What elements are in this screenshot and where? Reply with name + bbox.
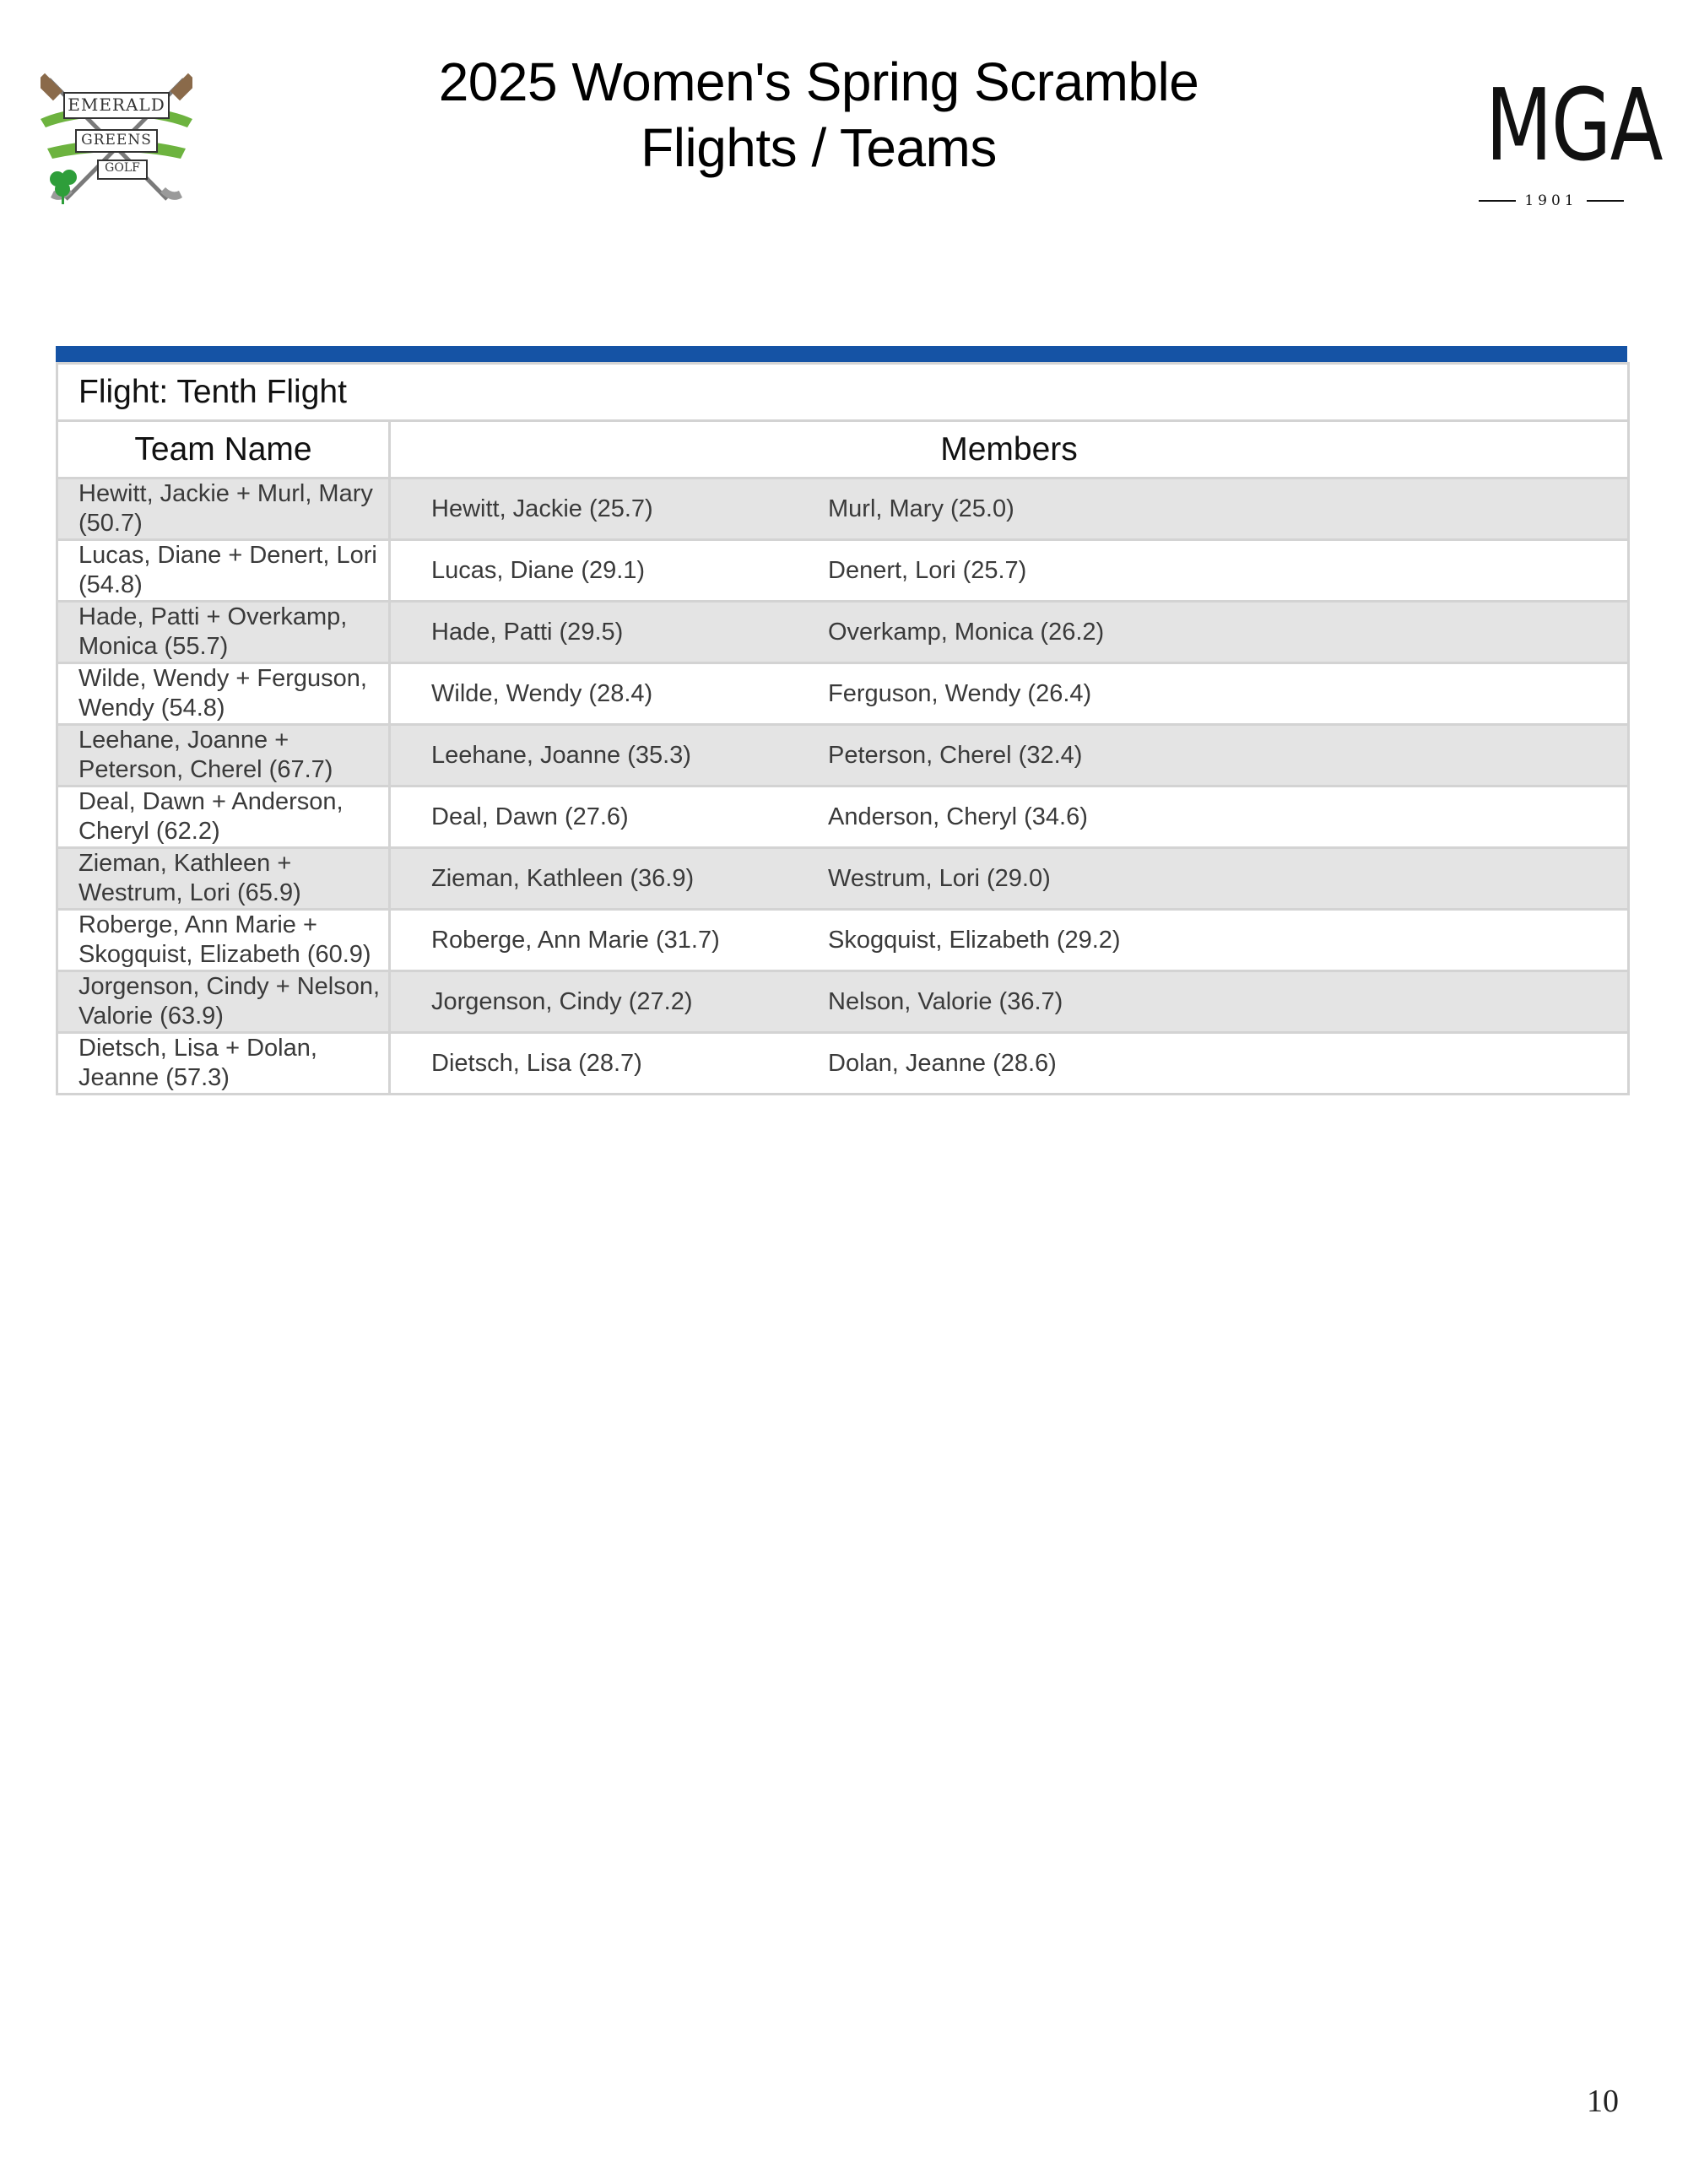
team-name-cell: Lucas, Diane + Denert, Lori (54.8): [57, 540, 390, 602]
flight-table-section: [56, 346, 1627, 1095]
team-name-cell: Hewitt, Jackie + Murl, Mary (50.7): [57, 478, 390, 540]
mga-logo: [1467, 56, 1663, 233]
member-1: Leehane, Joanne (35.3): [431, 741, 691, 769]
flight-row: [57, 364, 1629, 421]
member-2: Ferguson, Wendy (26.4): [828, 679, 1092, 707]
member-1: Lucas, Diane (29.1): [431, 556, 646, 584]
team-name-cell: Hade, Patti + Overkamp, Monica (55.7): [57, 602, 390, 663]
members-cell: [390, 540, 1629, 602]
table-row: [57, 725, 1629, 787]
flight-table: [56, 362, 1630, 1095]
member-1: Deal, Dawn (27.6): [431, 803, 629, 830]
members-cell: [390, 787, 1629, 848]
team-name-cell: Deal, Dawn + Anderson, Cheryl (62.2): [57, 787, 390, 848]
member-2: Dolan, Jeanne (28.6): [828, 1049, 1057, 1077]
members-cell: [390, 725, 1629, 787]
member-2: Westrum, Lori (29.0): [828, 864, 1051, 892]
members-cell: [390, 663, 1629, 725]
member-1: Hewitt, Jackie (25.7): [431, 495, 653, 522]
table-row: [57, 602, 1629, 663]
members-cell: [390, 478, 1629, 540]
table-row: [57, 540, 1629, 602]
mga-year: 1901: [1524, 192, 1578, 209]
member-1: Hade, Patti (29.5): [431, 618, 624, 646]
team-name-cell: Dietsch, Lisa + Dolan, Jeanne (57.3): [57, 1033, 390, 1095]
mga-year-line: [1479, 192, 1624, 209]
member-2: Murl, Mary (25.0): [828, 495, 1014, 522]
table-row: [57, 910, 1629, 971]
emerald-greens-golf-logo: [41, 73, 192, 218]
member-2: Skogquist, Elizabeth (29.2): [828, 926, 1121, 954]
member-2: Peterson, Cherel (32.4): [828, 741, 1083, 769]
page-title: [312, 49, 1325, 181]
table-row: [57, 848, 1629, 910]
member-2: Nelson, Valorie (36.7): [828, 987, 1063, 1015]
logo-word-greens: GREENS: [81, 132, 152, 149]
members-cell: [390, 602, 1629, 663]
member-1: Zieman, Kathleen (36.9): [431, 864, 695, 892]
team-name-cell: Zieman, Kathleen + Westrum, Lori (65.9): [57, 848, 390, 910]
team-name-cell: Jorgenson, Cindy + Nelson, Valorie (63.9): [57, 971, 390, 1033]
member-1: Dietsch, Lisa (28.7): [431, 1049, 642, 1077]
flight-accent-bar: [56, 346, 1627, 362]
table-row: [57, 663, 1629, 725]
table-row: [57, 1033, 1629, 1095]
member-1: Wilde, Wendy (28.4): [431, 679, 653, 707]
members-cell: [390, 910, 1629, 971]
member-1: Jorgenson, Cindy (27.2): [431, 987, 693, 1015]
member-2: Denert, Lori (25.7): [828, 556, 1027, 584]
logo-word-emerald: EMERALD: [68, 95, 165, 115]
title-line-1: 2025 Women's Spring Scramble: [438, 51, 1199, 112]
title-line-2: Flights / Teams: [641, 117, 997, 178]
members-cell: [390, 1033, 1629, 1095]
mga-rule-right: [1587, 200, 1624, 202]
team-name-cell: Roberge, Ann Marie + Skogquist, Elizabeth (60.9): [57, 910, 390, 971]
table-header-row: [57, 421, 1629, 478]
member-2: Overkamp, Monica (26.2): [828, 618, 1105, 646]
table-row: [57, 787, 1629, 848]
members-cell: [390, 971, 1629, 1033]
page-number: 10: [1587, 2084, 1619, 2119]
member-1: Roberge, Ann Marie (31.7): [431, 926, 720, 954]
logo-word-golf: GOLF: [105, 161, 140, 175]
column-header-team-name: Team Name: [57, 421, 390, 478]
team-name-cell: Wilde, Wendy + Ferguson, Wendy (54.8): [57, 663, 390, 725]
flight-label: Flight: Tenth Flight: [57, 364, 1629, 421]
mga-rule-left: [1479, 200, 1516, 202]
members-cell: [390, 848, 1629, 910]
table-row: [57, 971, 1629, 1033]
column-header-members: Members: [390, 421, 1629, 478]
team-name-cell: Leehane, Joanne + Peterson, Cherel (67.7): [57, 725, 390, 787]
mga-letters: MGA: [1485, 67, 1663, 183]
member-2: Anderson, Cheryl (34.6): [828, 803, 1088, 830]
table-row: [57, 478, 1629, 540]
